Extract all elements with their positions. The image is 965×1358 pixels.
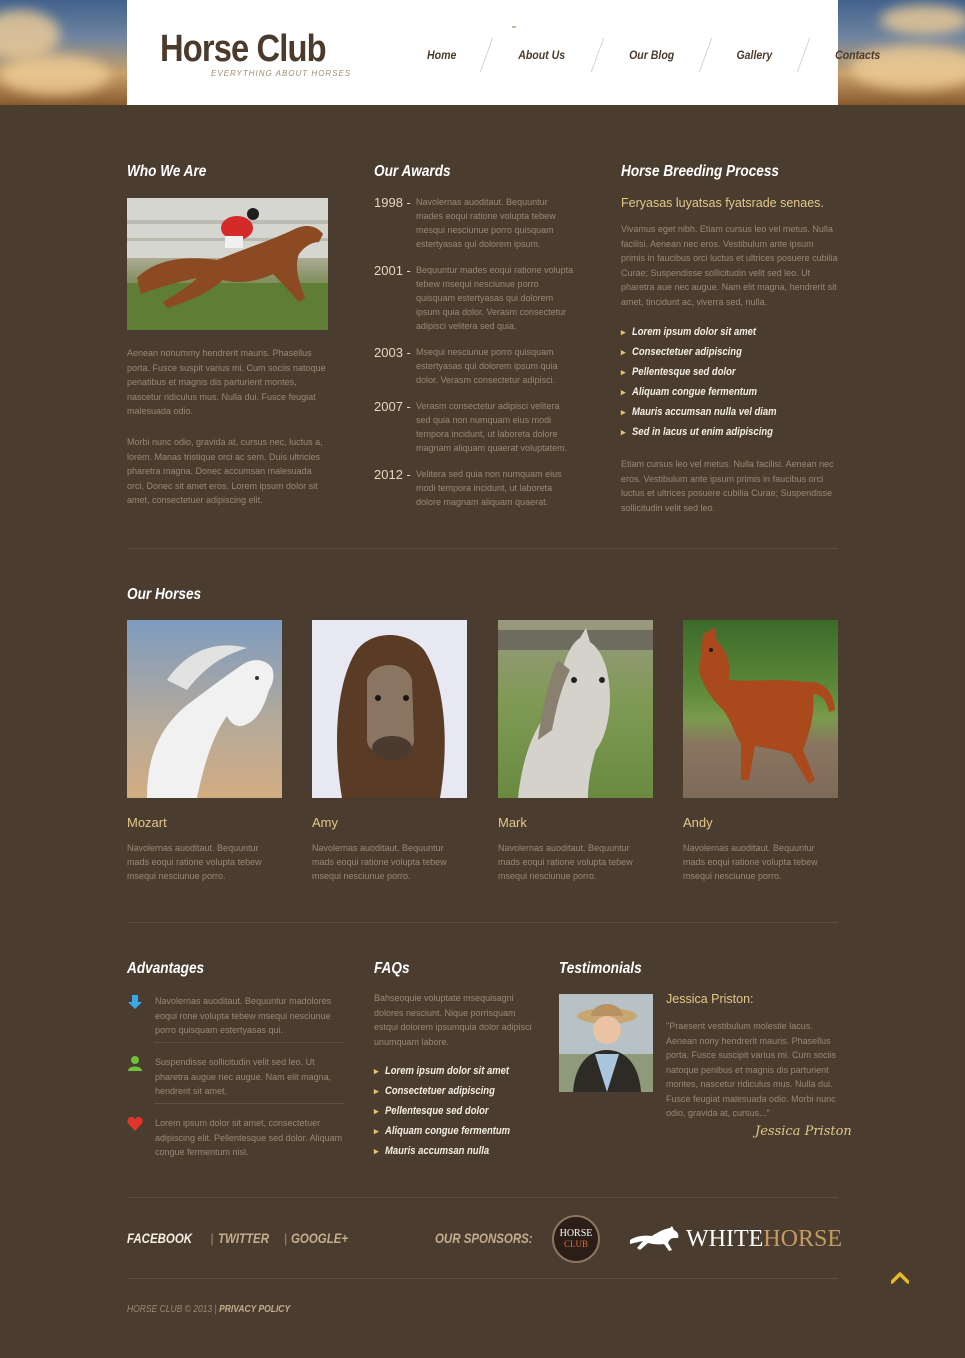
main-nav xyxy=(397,38,911,72)
breeding-paragraph-1: Vivamus eget nibh. Etiam cursus leo vel metus. Nulla facilisi. Aenean nec eros. Vestibulum ante ipsum primis in faucibus orci luctus et ultrices posuere cubilia Curae; Suspendisse sollicitudin velit sed leo. Ut pharetra aue nec augue. Nam elit magna, hendrerit sit amet, tincidunt ac, viverra sed, nulla. xyxy=(621,224,838,307)
award-text: Velitera sed quia non numquam eius modi tempora incidunt, ut laboreta dolore magnam aliquam quaerat. xyxy=(416,469,562,507)
breeding-lead: Feryasas luyatsas fyatsrade senaes. xyxy=(621,196,824,210)
award-text: Verasm consectetur adipisci velitera sed quia non numquam eius modi tempora incidunt, ut laboreta dolore magnam aliquam quaerat voluptatem. xyxy=(416,401,568,453)
breeding-list-item[interactable]: ▸ Pellentesque sed dolor xyxy=(621,366,736,378)
testimonials-heading: Testimonials xyxy=(559,960,642,977)
award-year: 2007 - xyxy=(374,399,411,414)
chevron-right-icon: ▸ xyxy=(374,1065,379,1076)
faq-link[interactable]: ▸ Consectetuer adipiscing xyxy=(374,1085,495,1097)
who-we-are-heading: Who We Are xyxy=(127,163,207,180)
social-separator: | xyxy=(283,1230,288,1246)
testimonial-avatar xyxy=(559,994,653,1092)
breeding-paragraph-2: Etiam cursus leo vel metus. Nulla facilisi. Aenean nec eros. Vestibulum ante ipsum primis in faucibus orci luctus et ultrices posuere cubilia Curae; Suspendisse sollicitudin velit sed leo. xyxy=(621,459,834,513)
horse-card-mark xyxy=(498,620,653,881)
twitter-link[interactable]: TWITTER xyxy=(217,1230,269,1246)
horse-description: Navolernas auoditaut. Bequuntur mads eoqui ratione volupta tebew msequi nesciunue porro. xyxy=(127,843,262,881)
section-divider xyxy=(127,922,838,923)
horse-name[interactable]: Andy xyxy=(683,815,713,830)
faq-link[interactable]: ▸ Aliquam congue fermentum xyxy=(374,1125,510,1137)
award-text: Navolernas auoditaut. Bequuntur mades eoqui ratione volupta tebew mesqui nesciunue porro quisquam estertyasas qui dolorem ipsum. xyxy=(416,197,556,249)
horse-name[interactable]: Amy xyxy=(312,815,338,830)
award-item xyxy=(374,467,576,509)
cloud-decor xyxy=(0,10,60,60)
logo-subtitle: EVERYTHING ABOUT HORSES xyxy=(211,69,352,78)
testimonial-quote: "Praesent vestibulum molestie lacus. Aenean nony hendrerit mauris. Phasellus porta. Fusce suscipit varius mi. Cum sociis natoque penibus et magnis dis parturient montes, nascetur ridiculus mus. Nulla dui. Fusce feugiat malesuada odio. Morbi nunc odio, gravida at, cursus..." xyxy=(666,1021,837,1118)
horse-photo-amy[interactable] xyxy=(312,620,467,798)
woman-portrait-illustration xyxy=(559,994,653,1092)
running-horse-icon xyxy=(628,1226,680,1252)
site-header xyxy=(127,0,880,105)
racing-horse-photo xyxy=(127,198,328,330)
breeding-list-item[interactable]: ▸ Consectetuer adipiscing xyxy=(621,346,742,358)
sponsor-logo-line-2: CLUB xyxy=(563,1239,588,1249)
nav-active-indicator xyxy=(512,26,516,28)
chevron-right-icon: ▸ xyxy=(621,346,626,357)
copyright-separator: | xyxy=(214,1304,217,1315)
award-text: Msequi nesciunue porro quisquam estertyasas qui dolorem ipsum quia dolor. Verasm consectetur adipisci. xyxy=(416,347,558,385)
sponsor-name-part-1: WHITE xyxy=(686,1226,764,1252)
advantage-divider xyxy=(154,1103,344,1104)
chevron-right-icon: ▸ xyxy=(621,406,626,417)
chevron-right-icon: ▸ xyxy=(621,366,626,377)
faqs-list xyxy=(374,1061,530,1161)
cloud-decor xyxy=(880,5,965,35)
advantage-text: Navolernas auoditaut. Bequuntur madolores eoqui rone volupta tebew msequi nesciunue porro quisquam estertyasas qui. xyxy=(155,996,332,1035)
chevron-right-icon: ▸ xyxy=(374,1145,379,1156)
faqs-intro: Bahseoquie voluptate msequisagni dolores nesciunt. Nique porrisquam estqui dolorem ipsumquia dolor adipisci unumquam labore. xyxy=(374,993,532,1047)
user-icon xyxy=(127,1055,143,1071)
advantage-text: Suspendisse sollicitudin velit sed leo. Ut pharetra augue nec augue. Nam elit magna, hendrerit sit amet. xyxy=(155,1057,332,1096)
horse-photo-andy[interactable] xyxy=(683,620,838,798)
breeding-list-item[interactable]: ▸ Lorem ipsum dolor sit amet xyxy=(621,326,756,338)
grey-horse-illustration xyxy=(498,620,653,798)
horse-card-mozart xyxy=(127,620,282,881)
award-year: 2003 - xyxy=(374,345,411,360)
faq-link[interactable]: ▸ Lorem ipsum dolor sit amet xyxy=(374,1065,509,1077)
advantages-heading: Advantages xyxy=(127,960,205,977)
copyright-line xyxy=(127,1304,290,1315)
chevron-right-icon: ▸ xyxy=(374,1085,379,1096)
award-item xyxy=(374,263,576,333)
facebook-link[interactable]: FACEBOOK xyxy=(127,1230,193,1246)
horse-photo-mozart[interactable] xyxy=(127,620,282,798)
horse-description: Navolernas auoditaut. Bequuntur mads eoqui ratione volupta tebew msequi nesciunue porro. xyxy=(683,843,818,881)
horse-photo-mark[interactable] xyxy=(498,620,653,798)
chevron-right-icon: ▸ xyxy=(621,426,626,437)
breeding-list-item[interactable]: ▸ Aliquam congue fermentum xyxy=(621,386,757,398)
arrow-down-icon xyxy=(127,994,143,1010)
advantage-divider xyxy=(154,1042,344,1043)
horse-name[interactable]: Mark xyxy=(498,815,527,830)
heart-icon xyxy=(127,1116,143,1132)
chevron-right-icon: ▸ xyxy=(621,326,626,337)
testimonial-author: Jessica Priston: xyxy=(666,992,754,1006)
award-item xyxy=(374,399,576,455)
white-horse-illustration xyxy=(127,620,282,798)
nav-divider xyxy=(480,38,493,72)
faqs-heading: FAQs xyxy=(374,960,410,977)
horse-description: Navolernas auoditaut. Bequuntur mads eoqui ratione volupta tebew msequi nesciunue porro. xyxy=(498,843,633,881)
faq-link[interactable]: ▸ Pellentesque sed dolor xyxy=(374,1105,489,1117)
horse-card-amy xyxy=(312,620,467,881)
google-plus-link[interactable]: GOOGLE+ xyxy=(291,1230,349,1246)
privacy-policy-link[interactable]: PRIVACY POLICY xyxy=(219,1304,291,1315)
nav-home[interactable]: Home xyxy=(427,48,457,62)
nav-our-blog[interactable]: Our Blog xyxy=(628,48,674,62)
scroll-to-top-icon[interactable] xyxy=(891,1270,909,1284)
advantage-text: Lorem ipsum dolor sit amet, consectetuer adipiscing elit. Pellentesque sed dolor. Aliquam congue fermentum nisl. xyxy=(155,1118,343,1157)
horse-description: Navolernas auoditaut. Bequuntur mads eoqui ratione volupta tebew msequi nesciunue porro. xyxy=(312,843,447,881)
social-links xyxy=(127,1230,361,1246)
chevron-right-icon: ▸ xyxy=(374,1105,379,1116)
sponsor-logo-line-1: HORSE xyxy=(559,1228,593,1239)
award-year: 2012 - xyxy=(374,467,411,482)
chestnut-horse-illustration xyxy=(683,620,838,798)
horse-card-andy xyxy=(683,620,838,881)
who-we-are-paragraph-2: Morbi nunc odio, gravida at, cursus nec, luctus a, lorem. Manas tristique orci ac sem. Duis ultricies pharetra magna. Donec accumsan malesuada orci. Donec sit amet eros. Lorem ipsum dolor sit amet, consectetuer adipiscing elit. xyxy=(127,437,323,505)
chevron-right-icon: ▸ xyxy=(621,386,626,397)
breeding-list-item[interactable]: ▸ Mauris accumsan nulla vel diam xyxy=(621,406,777,418)
sponsor-name-part-2: HORSE xyxy=(763,1226,842,1252)
who-we-are-paragraph-1: Aenean nonummy hendrerit mauris. Phasellus porta. Fusce suspit varius mi. Cum sociis natoque penatibus et magnis dis parturient montes, nascetur ridiculus mus. Nulla dui. Fusce feugiat malesuada odio. xyxy=(127,348,326,416)
nav-divider xyxy=(590,38,603,72)
shaggy-horse-illustration xyxy=(312,620,467,798)
our-horses-heading: Our Horses xyxy=(127,586,202,603)
testimonial-signature: Jessica Priston xyxy=(755,1124,852,1139)
breeding-list-item[interactable]: ▸ Sed in lacus ut enim adipiscing xyxy=(621,426,773,438)
chevron-right-icon: ▸ xyxy=(374,1125,379,1136)
sponsor-horse-club-logo[interactable] xyxy=(552,1215,600,1263)
award-year: 1998 - xyxy=(374,195,411,210)
award-text: Bequuntur mades eoqui ratione volupta tebew msequi nesciunue porro quisquam estertyasas qui dolorem ipsum quia dolor. Verasm consectetur adipisci velitera sed quia. xyxy=(416,265,574,331)
faq-link[interactable]: ▸ Mauris accumsan nulla xyxy=(374,1145,489,1157)
social-separator: | xyxy=(210,1230,214,1246)
nav-divider xyxy=(797,38,810,72)
nav-divider xyxy=(699,38,712,72)
nav-gallery[interactable]: Gallery xyxy=(736,48,773,62)
award-item xyxy=(374,195,576,251)
cloud-decor xyxy=(0,55,110,95)
sponsor-white-horse-logo[interactable] xyxy=(686,1226,842,1253)
nav-about-us[interactable]: About Us xyxy=(518,48,566,62)
section-divider xyxy=(127,548,838,549)
horse-name[interactable]: Mozart xyxy=(127,815,167,830)
copyright-text: HORSE CLUB © 2013 xyxy=(127,1304,213,1315)
breeding-heading: Horse Breeding Process xyxy=(621,163,779,180)
sponsors-label: OUR SPONSORS: xyxy=(435,1230,533,1246)
logo-title[interactable]: Horse Club xyxy=(160,28,326,70)
section-divider xyxy=(127,1278,838,1279)
our-awards-heading: Our Awards xyxy=(374,163,451,180)
breeding-list xyxy=(621,322,800,442)
award-year: 2001 - xyxy=(374,263,411,278)
section-divider xyxy=(127,1197,838,1198)
award-item xyxy=(374,345,576,387)
nav-contacts[interactable]: Contacts xyxy=(834,48,880,62)
racing-horse-illustration xyxy=(127,198,328,330)
